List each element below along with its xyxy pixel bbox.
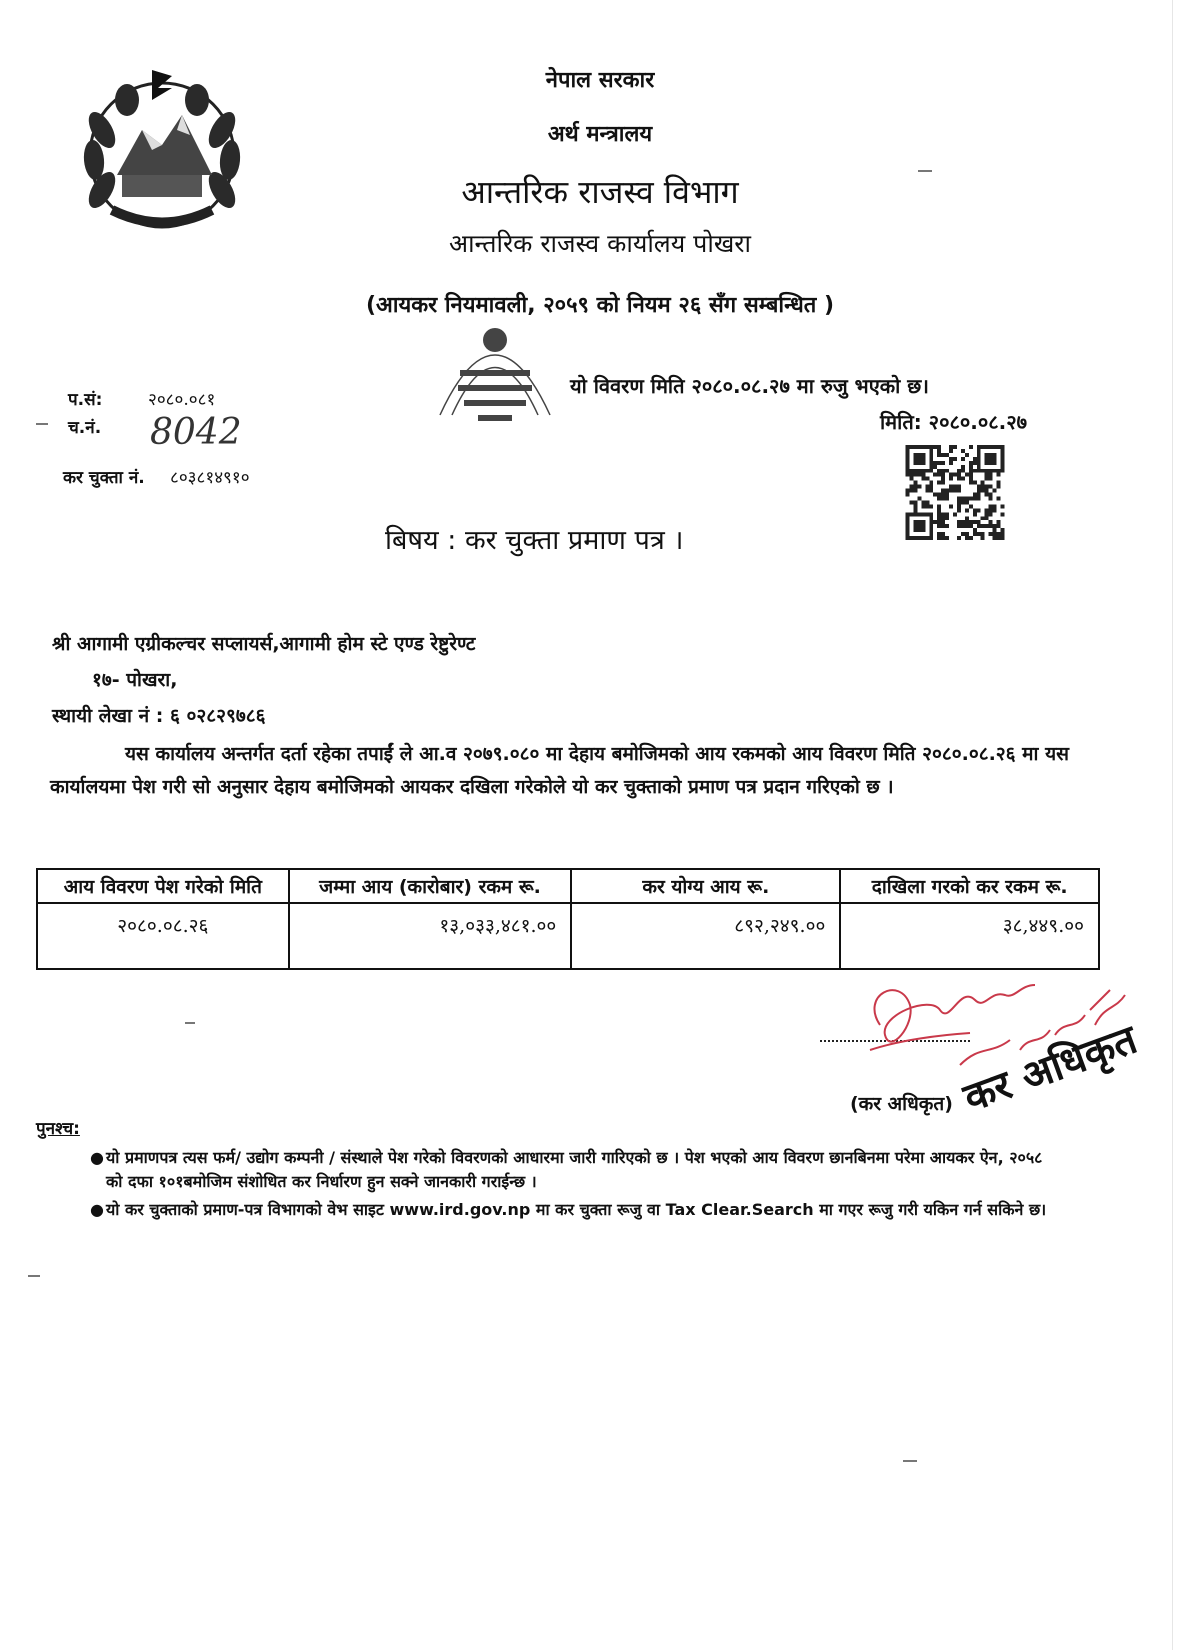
addressee-location: १७- पोखरा, — [92, 669, 178, 691]
addressee-name: श्री आगामी एग्रीकल्चर सप्लायर्स,आगामी होम स्टे एण्ड रेष्टुरेण्ट — [52, 633, 476, 655]
postscript-label: पुनश्च: — [36, 1119, 80, 1139]
scan-speck — [28, 1275, 40, 1277]
office-title: आन्तरिक राजस्व कार्यालय पोखरा — [448, 229, 752, 258]
govt-title: नेपाल सरकार — [545, 68, 655, 93]
ministry-title: अर्थ मन्त्रालय — [547, 122, 653, 147]
table-header-row — [37, 869, 1099, 903]
scan-speck — [36, 423, 48, 425]
col-header-tax-paid: दाखिला गरको कर रकम रू. — [840, 869, 1099, 903]
scan-edge — [1172, 0, 1173, 1650]
qr-code-icon — [905, 445, 1005, 540]
postscript-notes — [92, 1146, 1052, 1226]
bullet-icon: ● — [90, 1148, 104, 1167]
col-header-taxable-income: कर योग्य आय रू. — [571, 869, 840, 903]
list-item — [92, 1198, 1052, 1222]
col-header-submission-date: आय विवरण पेश गरेको मिति — [37, 869, 289, 903]
list-item — [92, 1146, 1052, 1194]
issue-date: मिति: २०८०.०८.२७ — [880, 410, 1028, 434]
scan-speck — [185, 1022, 195, 1024]
rule-reference: (आयकर नियमावली, २०५९ को नियम २६ सँग सम्बन्धित ) — [365, 293, 834, 318]
ps-value: २०८०.०८१ — [148, 390, 216, 410]
department-title: आन्तरिक राजस्व विभाग — [461, 173, 739, 211]
cell-total-income: १३,०३३,४८१.०० — [289, 903, 572, 969]
cell-submission-date: २०८०.०८.२६ — [37, 903, 289, 969]
officer-stamp: कर अधिकृत — [957, 1016, 1143, 1122]
note-text: यो प्रमाणपत्र त्यस फर्म/ उद्योग कम्पनी / संस्थाले पेश गरेको विवरणको आधारमा जारी गारिएको छ । पेश भएको आय विवरण छानबिनमा परेमा आयकर ऐन, २०५८ को दफा १०१बमोजिम संशोधित कर निर्धारण हुन सक्ने जानकारी गराईन्छ । — [106, 1148, 1043, 1191]
certificate-body-text: यस कार्यालय अन्तर्गत दर्ता रहेका तपाईं ले आ.व २०७९.०८० मा देहाय बमोजिमको आय रकमको आय विवरण मिति २०८०.०८.२६ मा यस कार्यालयमा पेश गरी सो अनुसार देहाय बमोजिमको आयकर दखिला गरेकोले यो कर चुक्ताको प्रमाण पत्र प्रदान गरिएको छ । — [50, 743, 1069, 798]
clearance-value: ८०३८१४९१० — [170, 468, 250, 488]
clearance-label: कर चुक्ता नं. — [63, 468, 145, 488]
col-header-total-income: जम्मा आय (कारोबार) रकम रू. — [289, 869, 572, 903]
cn-label: च.नं. — [68, 418, 102, 438]
ps-label: प.सं: — [68, 390, 103, 410]
scan-speck — [903, 1460, 917, 1462]
note-text: यो कर चुक्ताको प्रमाण-पत्र विभागको वेभ साइट www.ird.gov.np मा कर चुक्ता रूजु वा Tax Clear.Search मा गएर रूजु गरी यकिन गर्न सकिने छ। — [106, 1200, 1047, 1219]
submission-note: यो विवरण मिति २०८०.०८.२७ मा रुजु भएको छ। — [570, 374, 929, 398]
officer-label: (कर अधिकृत) — [850, 1093, 953, 1115]
subject-line: बिषय : कर चुक्ता प्रमाण पत्र । — [385, 525, 684, 556]
certificate-body — [50, 738, 1070, 804]
scan-speck — [918, 170, 932, 172]
cn-value: 8042 — [150, 412, 242, 453]
office-stamp-icon — [420, 315, 570, 440]
bullet-icon: ● — [90, 1200, 104, 1219]
cell-tax-paid: ३८,४४९.०० — [840, 903, 1099, 969]
pan-number: स्थायी लेखा नं : ६ ०२८२९७८६ — [52, 705, 266, 727]
cell-taxable-income: ८९२,२४९.०० — [571, 903, 840, 969]
